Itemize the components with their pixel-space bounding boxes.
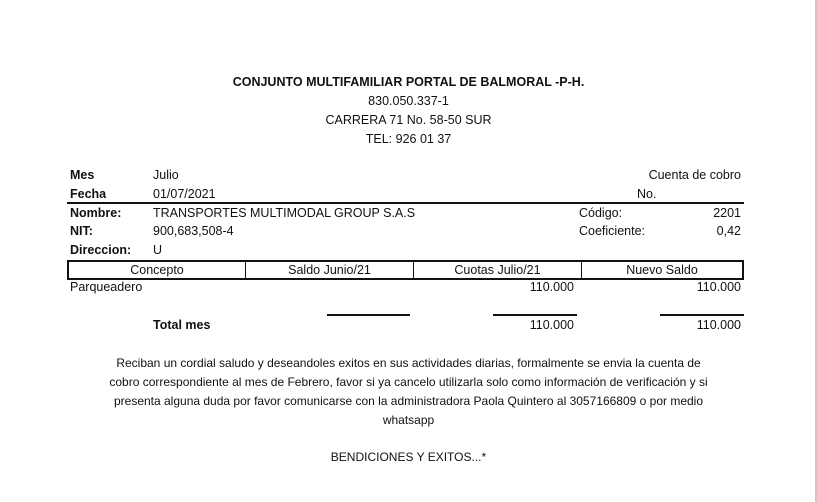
sum-line <box>327 314 410 316</box>
no-label: No. <box>637 187 657 201</box>
header-saldo: Saldo Junio/21 <box>246 261 414 279</box>
company-phone: TEL: 926 01 37 <box>365 132 452 146</box>
nombre-label: Nombre: <box>70 206 122 220</box>
header-concepto: Concepto <box>68 261 246 279</box>
header-nuevo: Nuevo Saldo <box>582 261 744 279</box>
header-cuotas: Cuotas Julio/21 <box>414 261 582 279</box>
nit-label: NIT: <box>70 224 93 238</box>
fecha-value: 01/07/2021 <box>153 187 216 201</box>
message-line: whatsapp <box>382 413 435 427</box>
mes-label: Mes <box>70 168 95 182</box>
sum-line <box>493 314 577 316</box>
closing-text: BENDICIONES Y EXITOS...* <box>330 450 487 464</box>
company-nit: 830.050.337-1 <box>368 94 449 108</box>
row-cuotas: 110.000 <box>529 280 574 294</box>
message-line: cobro correspondiente al mes de Febrero, favor si ya cancelo utilizarla solo como información de verificación y si <box>109 375 708 389</box>
cuenta-label: Cuenta de cobro <box>648 168 741 182</box>
coef-value: 0,42 <box>716 224 741 238</box>
coef-label: Coeficiente: <box>579 224 646 238</box>
total-cuotas: 110.000 <box>529 318 574 332</box>
total-label: Total mes <box>153 318 211 332</box>
sum-line <box>660 314 744 316</box>
nit-value: 900,683,508-4 <box>153 224 234 238</box>
table-header <box>67 260 744 280</box>
fecha-label: Fecha <box>70 187 107 201</box>
direccion-value: U <box>153 243 163 257</box>
codigo-value: 2201 <box>713 206 741 220</box>
nombre-value: TRANSPORTES MULTIMODAL GROUP S.A.S <box>153 206 416 220</box>
company-address: CARRERA 71 No. 58-50 SUR <box>325 113 492 127</box>
codigo-label: Código: <box>579 206 623 220</box>
company-title: CONJUNTO MULTIFAMILIAR PORTAL DE BALMORAL -P-H. <box>232 75 585 89</box>
message-line: presenta alguna duda por favor comunicarse con la administradora Paola Quintero al 3057166809 o por medio <box>113 394 704 408</box>
divider <box>67 202 744 204</box>
direccion-label: Direccion: <box>70 243 132 257</box>
row-concepto: Parqueadero <box>70 280 143 294</box>
message-line: Reciban un cordial saludo y deseandoles exitos en sus actividades diarias, formalmente se envia la cuenta de <box>116 356 701 370</box>
total-nuevo: 110.000 <box>696 318 741 332</box>
mes-value: Julio <box>153 168 179 182</box>
row-nuevo: 110.000 <box>696 280 741 294</box>
